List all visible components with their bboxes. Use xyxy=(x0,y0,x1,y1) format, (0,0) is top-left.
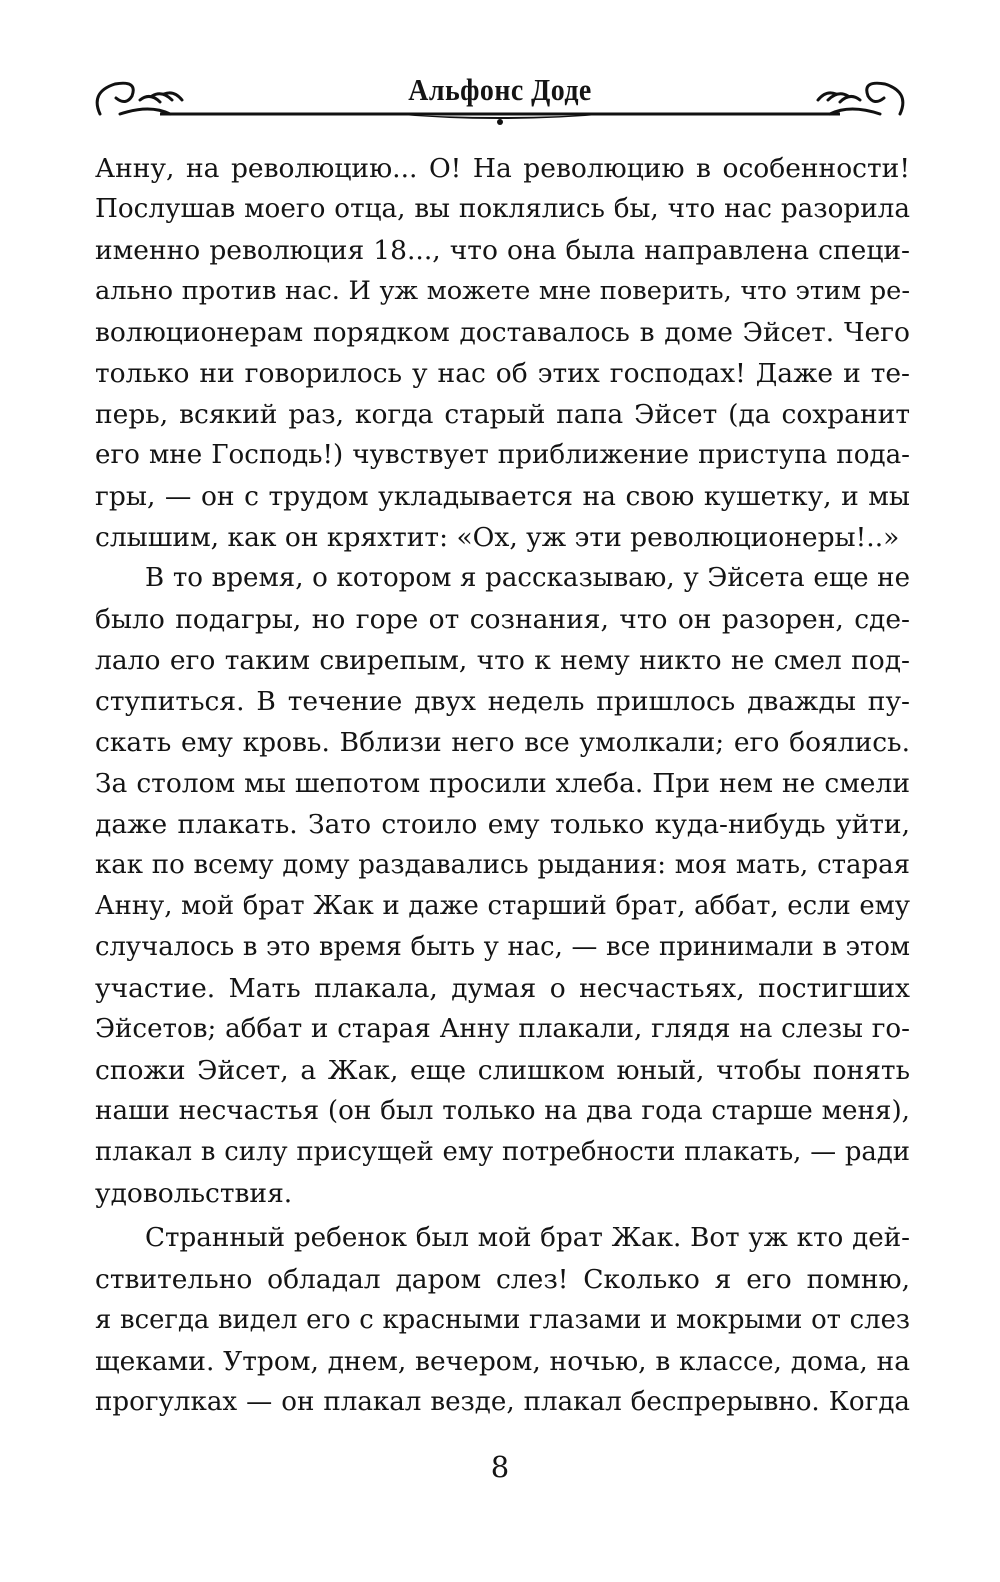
text-line: участие. Мать плакала, думая о несчастьях, постигших xyxy=(95,973,910,1004)
text-line: даже плакать. Зато стоило ему только куда-нибудь уйти, xyxy=(95,809,910,840)
paragraph xyxy=(95,148,910,558)
header-author-title: Альфонс Доде xyxy=(408,72,592,107)
page-number: 8 xyxy=(490,1450,510,1484)
paragraph xyxy=(95,558,910,1214)
text-line: перь, всякий раз, когда старый папа Эйсет (да сохранит xyxy=(95,399,910,430)
text-line: В то время, о котором я рассказываю, у Эйсета еще не xyxy=(145,563,910,593)
text-line: прогулках — он плакал везде, плакал беспрерывно. Когда xyxy=(95,1387,910,1417)
text-line: Послушав моего отца, вы поклялись бы, что нас разорила xyxy=(95,194,910,224)
running-header xyxy=(90,62,910,132)
text-line: только ни говорилось у нас об этих господах! Даже и те- xyxy=(95,358,910,389)
text-line: его мне Господь!) чувствует приближение приступа пода- xyxy=(95,440,910,470)
text-line: удовольствия. xyxy=(95,1178,293,1209)
text-line: ступиться. В течение двух недель пришлось дважды пу- xyxy=(95,686,910,717)
text-line: спожи Эйсет, а Жак, еще слишком юный, чтобы понять xyxy=(95,1055,910,1086)
text-line: Анну, мой брат Жак и даже старший брат, аббат, если ему xyxy=(95,891,910,921)
text-line: случалось в это время быть у нас, — все принимали в этом xyxy=(95,932,910,962)
text-line: За столом мы шепотом просили хлеба. При нем не смели xyxy=(95,768,910,799)
text-line: именно революция 18..., что она была направлена специ- xyxy=(95,235,910,266)
text-line: ально против нас. И уж можете мне поверить, что этим ре- xyxy=(95,276,910,306)
text-line: волюционерам порядком доставалось в доме Эйсет. Чего xyxy=(95,317,910,348)
text-line: слышим, как он кряхтит: «Ох, уж эти революционеры!..» xyxy=(95,522,900,553)
text-line: ствительно обладал даром слез! Сколько я его помню, xyxy=(95,1264,910,1295)
text-line: было подагры, но горе от сознания, что он разорен, сде- xyxy=(95,604,910,635)
text-line: Анну, на революцию... О! На революцию в особенности! xyxy=(95,153,910,184)
text-line: наши несчастья (он был только на два года старше меня), xyxy=(95,1096,910,1126)
text-line: Эйсетов; аббат и старая Анну плакали, глядя на слезы го- xyxy=(95,1014,910,1044)
text-line: щеками. Утром, днем, вечером, ночью, в классе, дома, на xyxy=(95,1346,910,1377)
paragraph xyxy=(95,1218,910,1423)
text-line: гры, — он с трудом укладывается на свою кушетку, и мы xyxy=(95,481,910,512)
text-line: скать ему кровь. Вблизи него все умолкали; его боялись. xyxy=(95,727,910,758)
text-line: плакал в силу присущей ему потребности плакать, — ради xyxy=(95,1137,910,1167)
text-line: как по всему дому раздавались рыдания: моя мать, старая xyxy=(95,850,910,880)
text-line: лало его таким свирепым, что к нему никто не смел под- xyxy=(95,645,910,676)
book-page-text xyxy=(95,148,910,1423)
text-line: Странный ребенок был мой брат Жак. Вот уж кто дей- xyxy=(145,1223,910,1253)
text-line: я всегда видел его с красными глазами и мокрыми от слез xyxy=(95,1305,910,1335)
